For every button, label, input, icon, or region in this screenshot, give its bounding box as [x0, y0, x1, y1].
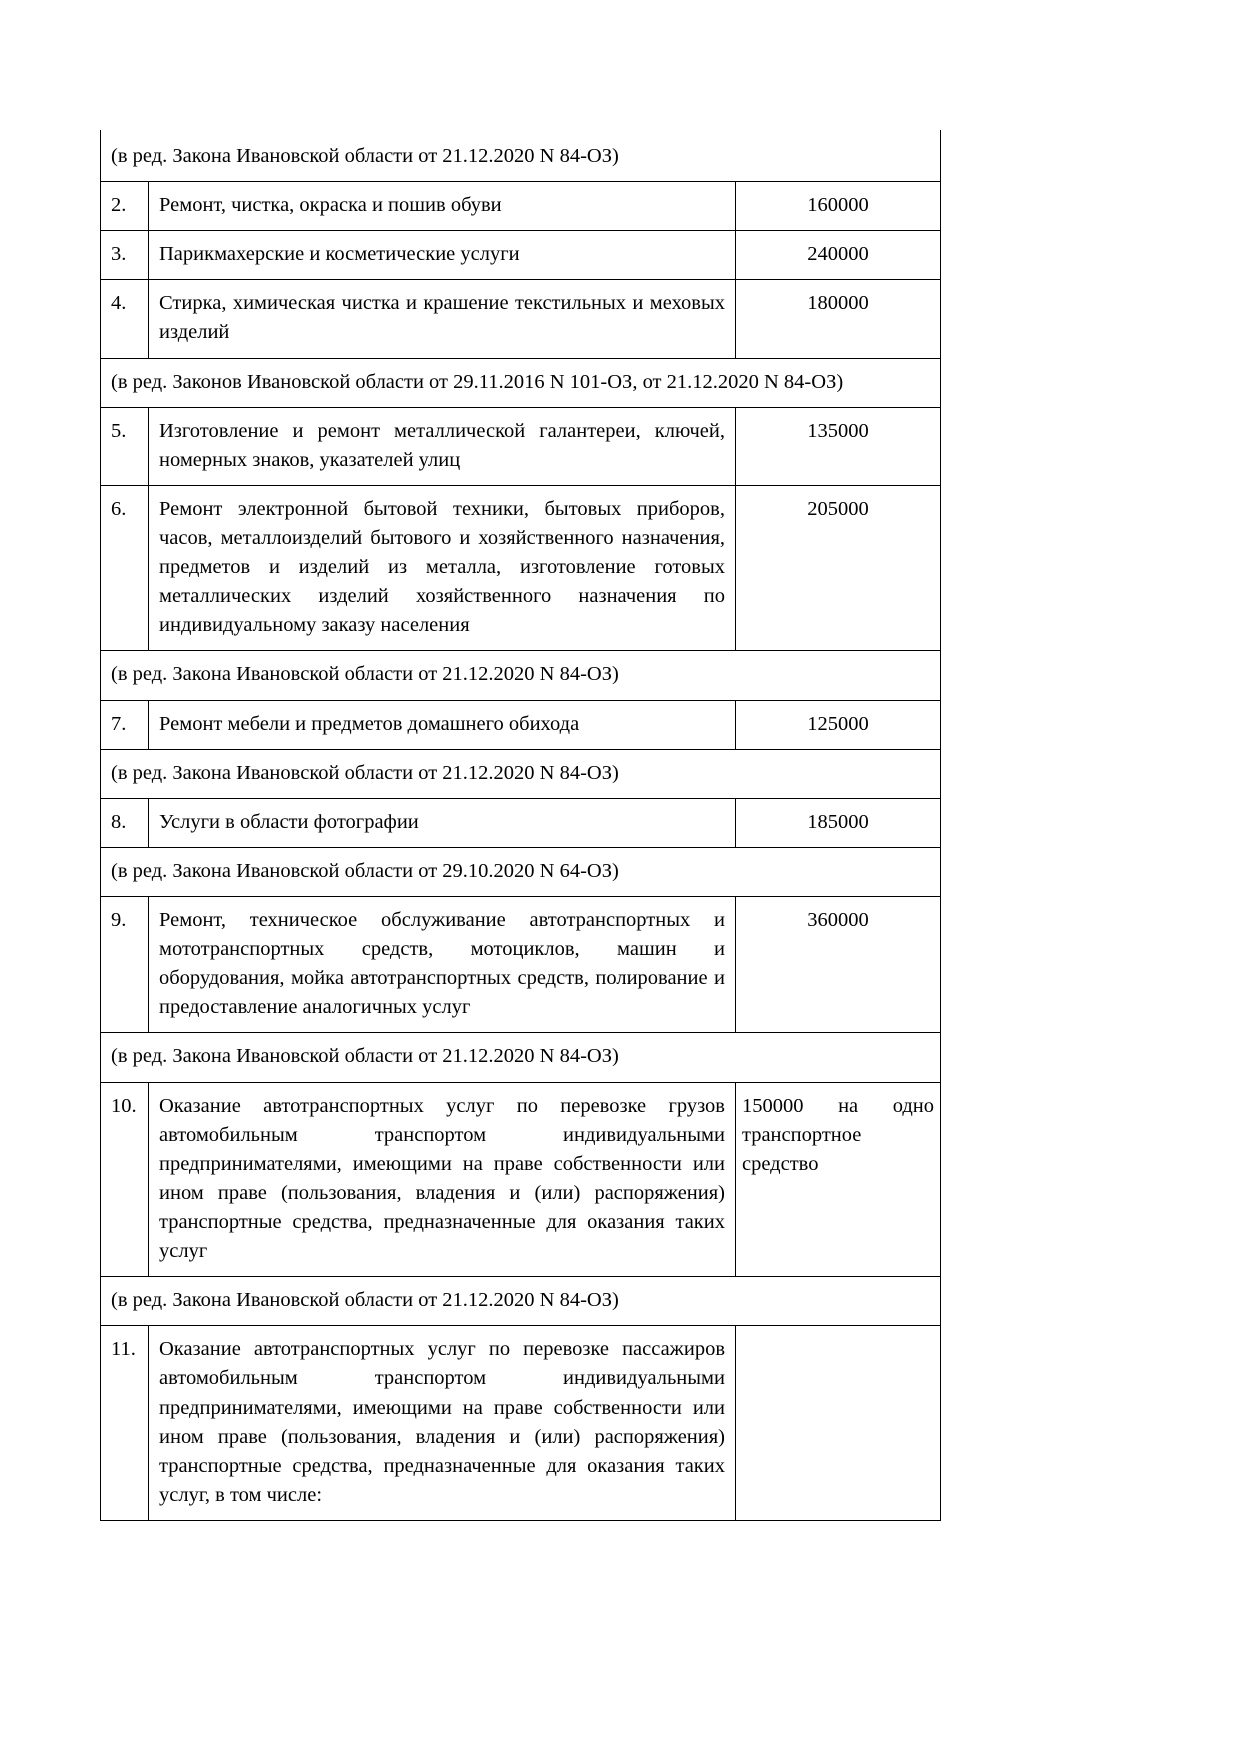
- row-description: Ремонт, чистка, окраска и пошив обуви: [149, 182, 736, 231]
- row-value: 185000: [736, 798, 941, 847]
- row-description: Изготовление и ремонт металлической галантереи, ключей, номерных знаков, указателей улиц: [149, 407, 736, 485]
- row-description: Ремонт мебели и предметов домашнего обихода: [149, 700, 736, 749]
- table-row: [101, 231, 941, 280]
- table-row: [101, 896, 941, 1032]
- amendment-note-row: [101, 130, 941, 182]
- table-row: [101, 700, 941, 749]
- row-value: 135000: [736, 407, 941, 485]
- table-row: [101, 280, 941, 358]
- table-row: [101, 1326, 941, 1521]
- amendment-note-row: [101, 1277, 941, 1326]
- row-number: 11.: [101, 1326, 149, 1521]
- amendment-note-row: [101, 749, 941, 798]
- amendment-note-row: [101, 1033, 941, 1082]
- row-number: 4.: [101, 280, 149, 358]
- amendment-note: (в ред. Закона Ивановской области от 21.12.2020 N 84-ОЗ): [101, 651, 941, 700]
- table-row: [101, 1082, 941, 1277]
- row-number: 5.: [101, 407, 149, 485]
- row-number: 6.: [101, 485, 149, 651]
- amendment-note-row: [101, 358, 941, 407]
- amendment-note-row: [101, 847, 941, 896]
- row-description: Оказание автотранспортных услуг по перевозке грузов автомобильным транспортом индивидуальными предпринимателями, имеющими на праве собственности или ином праве (пользования, владения и (или) распоряжения) транспортные средства, предназначенные для оказания таких услуг: [149, 1082, 736, 1277]
- amendment-note: (в ред. Закона Ивановской области от 29.10.2020 N 64-ОЗ): [101, 847, 941, 896]
- table-row: [101, 798, 941, 847]
- row-description: Стирка, химическая чистка и крашение текстильных и меховых изделий: [149, 280, 736, 358]
- amendment-note-row: [101, 651, 941, 700]
- row-description: Парикмахерские и косметические услуги: [149, 231, 736, 280]
- tax-rates-table: [100, 130, 941, 1521]
- row-value: 125000: [736, 700, 941, 749]
- row-description: Услуги в области фотографии: [149, 798, 736, 847]
- row-value: 360000: [736, 896, 941, 1032]
- table-row: [101, 407, 941, 485]
- row-number: 10.: [101, 1082, 149, 1277]
- row-description: Ремонт электронной бытовой техники, бытовых приборов, часов, металлоизделий бытового и хозяйственного назначения, предметов и изделий из металла, изготовление готовых металлических изделий хозяйственного назначения по индивидуальному заказу населения: [149, 485, 736, 651]
- amendment-note: (в ред. Законов Ивановской области от 29.11.2016 N 101-ОЗ, от 21.12.2020 N 84-ОЗ): [101, 358, 941, 407]
- table-row: [101, 485, 941, 651]
- amendment-note: (в ред. Закона Ивановской области от 21.12.2020 N 84-ОЗ): [101, 1033, 941, 1082]
- table-row: [101, 182, 941, 231]
- row-description: Ремонт, техническое обслуживание автотранспортных и мототранспортных средств, мотоциклов, машин и оборудования, мойка автотранспортных средств, полирование и предоставление аналогичных услуг: [149, 896, 736, 1032]
- row-value: 150000 на одно транспортное средство: [736, 1082, 941, 1277]
- amendment-note: (в ред. Закона Ивановской области от 21.12.2020 N 84-ОЗ): [101, 130, 941, 182]
- row-value: [736, 1326, 941, 1521]
- row-description: Оказание автотранспортных услуг по перевозке пассажиров автомобильным транспортом индивидуальными предпринимателями, имеющими на праве собственности или ином праве (пользования, владения и (или) распоряжения) транспортные средства, предназначенные для оказания таких услуг, в том числе:: [149, 1326, 736, 1521]
- amendment-note: (в ред. Закона Ивановской области от 21.12.2020 N 84-ОЗ): [101, 1277, 941, 1326]
- row-value: 240000: [736, 231, 941, 280]
- row-number: 7.: [101, 700, 149, 749]
- amendment-note: (в ред. Закона Ивановской области от 21.12.2020 N 84-ОЗ): [101, 749, 941, 798]
- row-value: 180000: [736, 280, 941, 358]
- row-number: 9.: [101, 896, 149, 1032]
- row-value: 205000: [736, 485, 941, 651]
- row-value: 160000: [736, 182, 941, 231]
- table-body: [101, 130, 941, 1520]
- row-number: 3.: [101, 231, 149, 280]
- row-number: 2.: [101, 182, 149, 231]
- row-number: 8.: [101, 798, 149, 847]
